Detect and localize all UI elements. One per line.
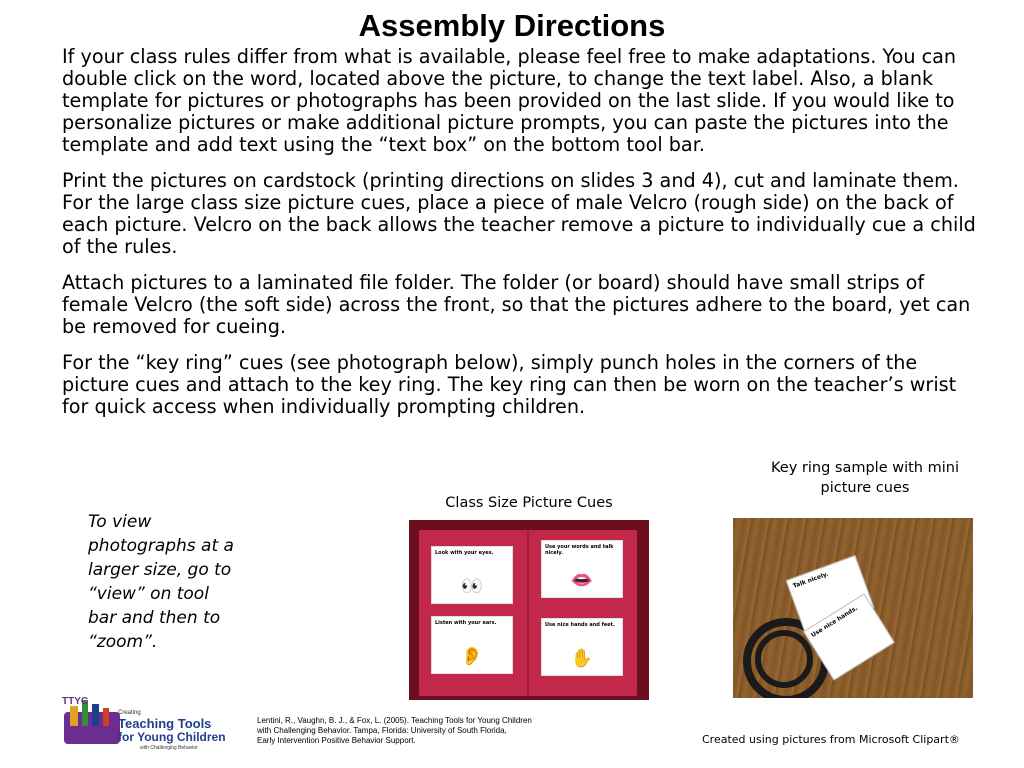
logo-line3: for Young Children bbox=[118, 730, 226, 744]
directions-text bbox=[62, 46, 982, 432]
logo-line4: with Challenging Behavior bbox=[140, 745, 198, 751]
paragraph-printing: Print the pictures on cardstock (printing directions on slides 3 and 4), cut and laminate them. For the large class size picture cues, place a piece of male Velcro (rough side) on the back of each picture. Velcro on the back allows the teacher remove a picture to individually cue a child of the rules. bbox=[62, 169, 976, 258]
picture-cue-label: Use your words and talk nicely. bbox=[545, 544, 614, 556]
clipart-credit: Created using pictures from Microsoft Clipart® bbox=[702, 733, 960, 746]
picture-cue-label: Use nice hands and feet. bbox=[545, 622, 615, 628]
citation bbox=[257, 716, 577, 746]
ttyc-logo bbox=[60, 694, 232, 752]
picture-cue-card bbox=[431, 546, 513, 604]
citation-line: Early Intervention Positive Behavior Support. bbox=[257, 736, 416, 745]
paragraph-folder: Attach pictures to a laminated file folder. The folder (or board) should have small strips of female Velcro (the soft side) across the front, so that the pictures adhere to the board, yet can be removed for cueing. bbox=[62, 271, 971, 338]
picture-cue-card bbox=[431, 616, 513, 674]
eyes-icon: 👀 bbox=[460, 576, 484, 597]
citation-line: Lentini, R., Vaughn, B. J., & Fox, L. (2005). Teaching Tools for Young Children bbox=[257, 716, 532, 725]
picture-cue-card bbox=[541, 540, 623, 598]
paragraph-adaptations: If your class rules differ from what is available, please feel free to make adaptations. You can double click on the word, located above the picture, to change the text label. Also, a blank template for pictures or photographs has been provided on the last slide. If you would like to personalize pictures or make additional picture prompts, you can paste the pictures into the template and add text using the “text box” on the bottom tool bar. bbox=[62, 45, 957, 156]
paragraph-key-ring: For the “key ring” cues (see photograph below), simply punch holes in the corners of the picture cues and attach to the key ring. The key ring can then be worn on the teacher’s wrist for quick access when individually prompting children. bbox=[62, 351, 957, 418]
mini-cue-label: Use nice hands. bbox=[809, 604, 859, 640]
logo-line2: Teaching Tools bbox=[118, 716, 212, 731]
key-ring-caption: Key ring sample with mini picture cues bbox=[771, 460, 959, 496]
ear-icon: 👂 bbox=[460, 646, 484, 667]
toolbox-icon bbox=[60, 694, 232, 752]
citation-line: with Challenging Behavior. Tampa, Florida: University of South Florida, bbox=[257, 726, 507, 735]
file-folder bbox=[419, 530, 637, 696]
page-title: Assembly Directions bbox=[358, 8, 666, 43]
class-size-photo bbox=[409, 520, 649, 700]
mini-cue-label: Talk nicely. bbox=[792, 570, 830, 590]
picture-cue-label: Look with your eyes. bbox=[435, 550, 494, 556]
key-ring-photo bbox=[733, 518, 973, 698]
wrist-coil-inner-icon bbox=[755, 630, 813, 688]
hand-icon: ✋ bbox=[570, 648, 594, 669]
class-size-caption: Class Size Picture Cues bbox=[445, 495, 613, 511]
picture-cue-label: Listen with your ears. bbox=[435, 620, 497, 626]
zoom-note: To view photographs at a larger size, go to “view” on tool bar and then to “zoom”. bbox=[88, 512, 234, 652]
logo-line1: Creating bbox=[118, 710, 141, 716]
lips-icon: 👄 bbox=[570, 570, 594, 591]
picture-cue-card bbox=[541, 618, 623, 676]
logo-acronym: TTYC bbox=[62, 696, 89, 707]
